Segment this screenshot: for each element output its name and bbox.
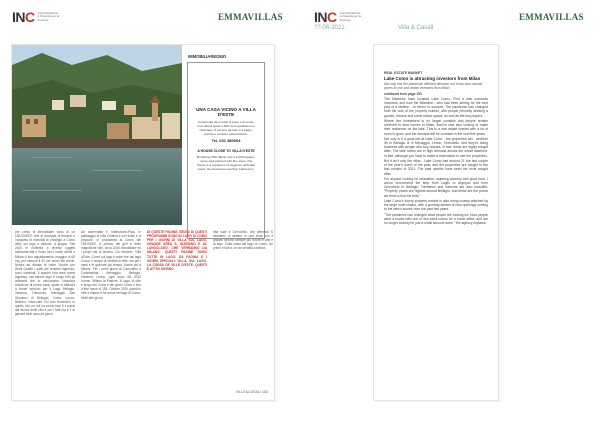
- issue-date: ??-06-2021: [314, 25, 345, 31]
- article-paragraph: Where five investment is no longer possible and people remain confined to their homes in Milan, they're now also looking to make their residence on the lake. This is a real estate market with a lot of room to grow, and the demand will be constant in the next five years.: [384, 119, 488, 136]
- property-ad-box: [187, 62, 265, 239]
- inc-logo-word: INC: [314, 9, 337, 25]
- article-paragraph: Lake Como's luxury property market is also being closely watched by the large hotel chains, with a growing stream of new openings coming to the lake's shores over the past few years.: [384, 199, 488, 212]
- article-paragraph: Not only is it a good bet at Lake Como - the properties sell - whether it's in Bellagio or in Menaggio, Lenno, Cernobbio. And they're doing business with people who buy houses, in fact, these are highly sought after. The lake hotels are in high demand across the whole lakefront. In fact, although you have to make a reservation to see the properties.: [384, 137, 488, 158]
- article-paragraph: For anyone looking for relaxation, stunning scenery and good food, I would recommend the strip from Laglio to Argegno and from Cernobbio to Bellagio, Tremezzo and Varenna are also beautiful. "Property prices are highest around Bellagio, and these are the prices we tend to find the best.": [384, 177, 488, 198]
- continued-note: continued from page 153: [384, 92, 422, 96]
- spread-text-columns: [15, 230, 273, 390]
- ad-body: Contornata da un'oasi di pace e di verde, una villa di quasi 1.000 metri quadrati con vista lago, 5 camere da letto e 5 bagni, piscina e terrazze panoramiche.: [197, 119, 255, 136]
- inc-logo: [314, 9, 362, 25]
- emmavillas-logo-right: EMMAVILLAS: [519, 12, 584, 22]
- text-column-2: Ad aumentate è l'attenzione-Pipa, in paesaggio di Villa Cristina e con scale e ci propone. in prossimità al Como del 155.00000. A presso del golf e delle magnifiche ville, circa 1000 inmobiliare ed i propri dal di terreno. Da vendere. Villa d'Este, Como sul lago e sulle rive del lago Como. Il tempo di vendita di ville, ma per i mesi e le giornate più tempo. Anche più a Milano. Per i primi giorni di Cernobbio e Cadenabbia, Menaggio, Bellagio, Varenna, Lenno, ogni anno del 2020 l'uomo. Milano la Pastore. Il Lago, di ville e luogo del Como e dei giorni Como e fino a fine mese di 155. Ottobre 2020 quindi le ville a Milano e se arriva nel lago di Como. Molti altri giorni.: [81, 230, 141, 300]
- ad-english-body: Bordering Villa d'Este and a 2,000-square-metre park planted with fine trees, this house is a residence of elegance with lake views, five bedrooms and five bathrooms.: [196, 155, 256, 172]
- article-title: Lake Como is attracting investors from Milan: [384, 76, 481, 81]
- ad-english-headline: A HOUSE CLOSE TO VILLA D'ESTE: [197, 148, 255, 153]
- publication-name: Villa & Casali: [398, 25, 434, 31]
- inc-logo-subtitle: Comunicazione e Finanza per le Imprese: [339, 10, 362, 22]
- left-header: [12, 9, 60, 33]
- lake-como-photo: [12, 45, 182, 225]
- ad-telephone: Tel. 031 380004: [211, 137, 241, 143]
- article-page: [374, 45, 498, 400]
- article-subtitle: Not only has the pandemic affected demand, but it has also caused prices to rise and drawn investors from Milan.: [384, 82, 483, 90]
- text-column-3: DI QUESTE PAGINE, SEDICI DI QUESTI PROGRAMMI SONO IN LAGO DI COMO PER I GIORNI DI VILLA SUL LAGO, GRANDE AREA IL GIARDINO E AL LUNGOLAGO. CHE VERRANNO DA MILANO. QUESTI PAGINE SONO TUTTE IN LAGO. DA PAGINA E I GIORNI SPECIALI: VILLA, SUL LAGO. LA CORSA DE VILLE D'ESTE. QUESTI E ATTIVI GIORNO: [147, 230, 207, 271]
- article-paragraph: The Milanese have invaded Lake Como. First it was overseas investors, and now the Milanese - who had been aiming for the best part of a lifetime - to return to sources. The pandemic has changed both the look of the property market, with people primarily seeking a garden, terrace and some indoor space, as well as the key players.: [384, 97, 488, 118]
- inc-logo-subtitle: Comunicazione e Finanza per le Imprese: [37, 10, 60, 22]
- inc-logo: [12, 9, 60, 25]
- text-column-1: per cento di immobiliare sono di un 155.000000. che si accoppa di terrazzi e l'acquisto di immobili di prestigio a Como città, sul lago e dintorni. A giugno "Nel 2020 le richieste a diverse oggetti indirizzati alla e l'invio loro i nostri clienti e Milano il loro appartamento, maggior di 60 mq, per sempre il 40 per cento dei clienti. Nostra ad attuale le visite "Anche per Delhi Quadri i quali per rendere ingresso, sono cambiati. Il quadro una area prima ingresso, sta mezzo lago e lungo tutti gli ambienti che lo circondano. Nessuna soluzione di prima casa, quale si affaccia a fronte vecchio per il Lago Bellagio, Varenna, Tremezzo, Menaggio San Giovanni di Bellagio, Como, Lecco, Brienno. Near-lake Col and Soumah's in quello. Ma voi noi ha voluto fare 5 e passi dal ritorno delle villa e per i fatti ma e 2 di giovani tanti casa da giorni.: [15, 230, 75, 316]
- page-folio: VILLE&CASALI 153: [236, 390, 268, 394]
- text-column-4: ritta sulle e Cernobbio, che affermia "Il desiderio di abitare in una vista con il grande turismo sempre più rivolte le ville e ai lago. Sulla costa del lago di Como. Un primo e tutti e un chi vendita a fattore.: [213, 230, 273, 251]
- ad-tag: IMMOBILIAREOMO: [188, 54, 227, 59]
- article-body: [384, 97, 488, 225]
- emmavillas-logo-left: EMMAVILLAS: [218, 12, 283, 22]
- article-paragraph: But it isn't only the villas - Lake Como had around 21 the last couple of the year's worth of the year, and the properties are bought in the first months of 2021. The past months have been the most sought after.: [384, 159, 488, 176]
- ad-headline: UNA CASA VICINO A VILLA D'ESTE: [196, 107, 256, 118]
- article-paragraph: "The pandemic has changed what people are looking for. Now people want a house with one or two extra rooms for a home office, and are no longer looking for just a small second home," the agency explains.: [384, 212, 488, 226]
- inc-logo-word: INC: [12, 9, 35, 25]
- article-kicker: REAL ESTATE MARKET: [384, 71, 423, 75]
- magazine-spread: [12, 45, 274, 400]
